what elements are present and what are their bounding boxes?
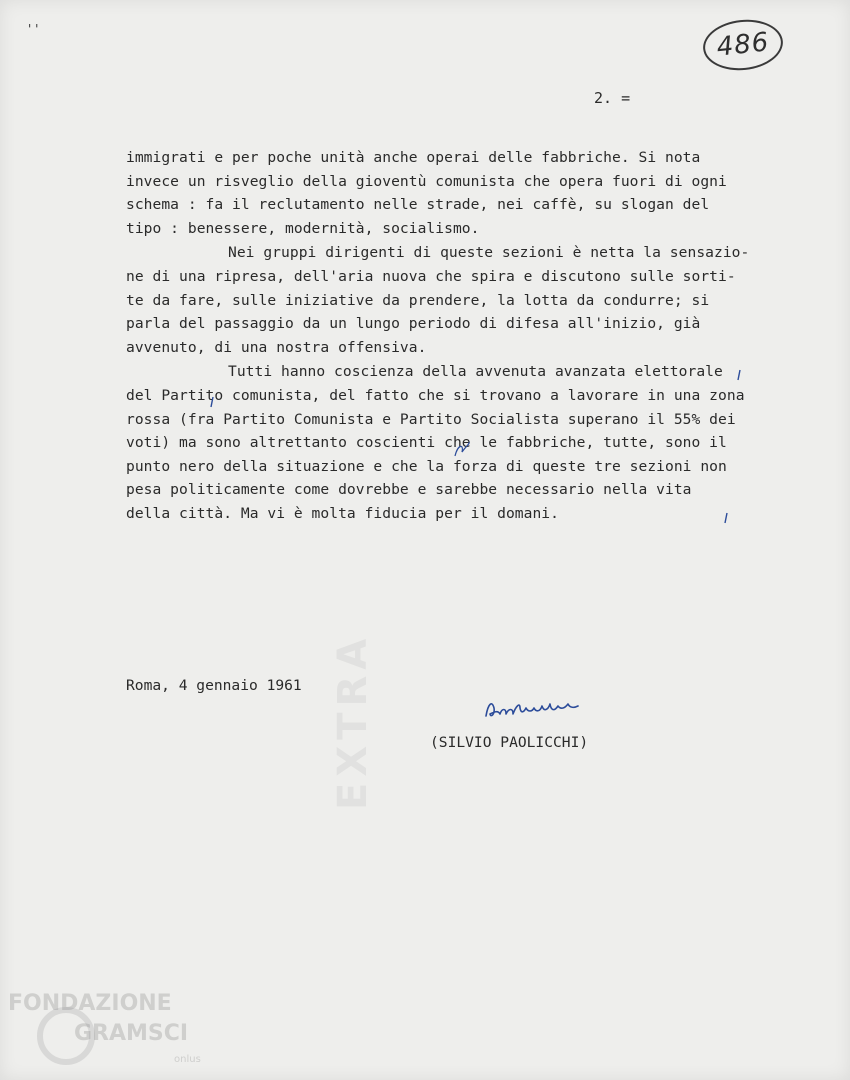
text-line: Nei gruppi dirigenti di queste sezioni è netta la sensazio- <box>228 244 750 262</box>
comma-mark-icon <box>722 512 730 524</box>
punch-marks: ' ' <box>28 22 39 36</box>
fondazione-gramsci-logo <box>4 990 224 1070</box>
text-line: rossa (fra Partito Comunista e Partito Socialista superano il 55% dei <box>126 410 736 428</box>
text-line: avvenuto, di una nostra offensiva. <box>126 338 427 356</box>
text-line: pesa politicamente come dovrebbe e sarebbe necessario nella vita <box>126 481 692 499</box>
archive-number-stamp <box>701 16 786 74</box>
correction-mark-icon <box>452 440 472 460</box>
comma-mark-icon <box>208 396 216 408</box>
archive-watermark: EXTRA <box>330 632 376 810</box>
document-body <box>126 146 826 526</box>
text-line: della città. Ma vi è molta fiducia per il domani. <box>126 504 559 522</box>
paragraph-1 <box>126 146 826 240</box>
logo-line-2: GRAMSCI <box>74 1021 189 1046</box>
logo-line-3: onlus <box>174 1054 201 1065</box>
logo-line-1: FONDAZIONE <box>8 991 172 1016</box>
place-date: Roma, 4 gennaio 1961 <box>126 677 302 694</box>
text-line: voti) ma sono altrettanto coscienti che le fabbriche, tutte, sono il <box>126 434 727 452</box>
page-number: 2. = <box>594 89 631 107</box>
text-line: schema : fa il reclutamento nelle strade, nei caffè, su slogan del <box>126 196 710 214</box>
text-line: tipo : benessere, modernità, socialismo. <box>126 219 480 237</box>
paragraph-3 <box>126 360 826 525</box>
text-line: parla del passaggio da un lungo periodo di difesa all'inizio, già <box>126 315 701 333</box>
handwritten-signature <box>482 694 582 724</box>
text-line: invece un risveglio della gioventù comunista che opera fuori di ogni <box>126 172 727 190</box>
text-line: te da fare, sulle iniziative da prendere, la lotta da condurre; si <box>126 291 710 309</box>
signer-name: (SILVIO PAOLICCHI) <box>430 734 589 751</box>
comma-mark-icon <box>735 369 743 381</box>
text-line: Tutti hanno coscienza della avvenuta avanzata elettorale <box>228 363 723 381</box>
archive-number: 486 <box>715 27 771 63</box>
paragraph-2 <box>126 241 826 359</box>
text-line: immigrati e per poche unità anche operai delle fabbriche. Si nota <box>126 149 701 166</box>
text-line: punto nero della situazione e che la forza di queste tre sezioni non <box>126 457 727 475</box>
text-line: ne di una ripresa, dell'aria nuova che spira e discutono sulle sorti- <box>126 267 736 285</box>
text-line: del Partito comunista, del fatto che si trovano a lavorare in una zona <box>126 386 745 404</box>
